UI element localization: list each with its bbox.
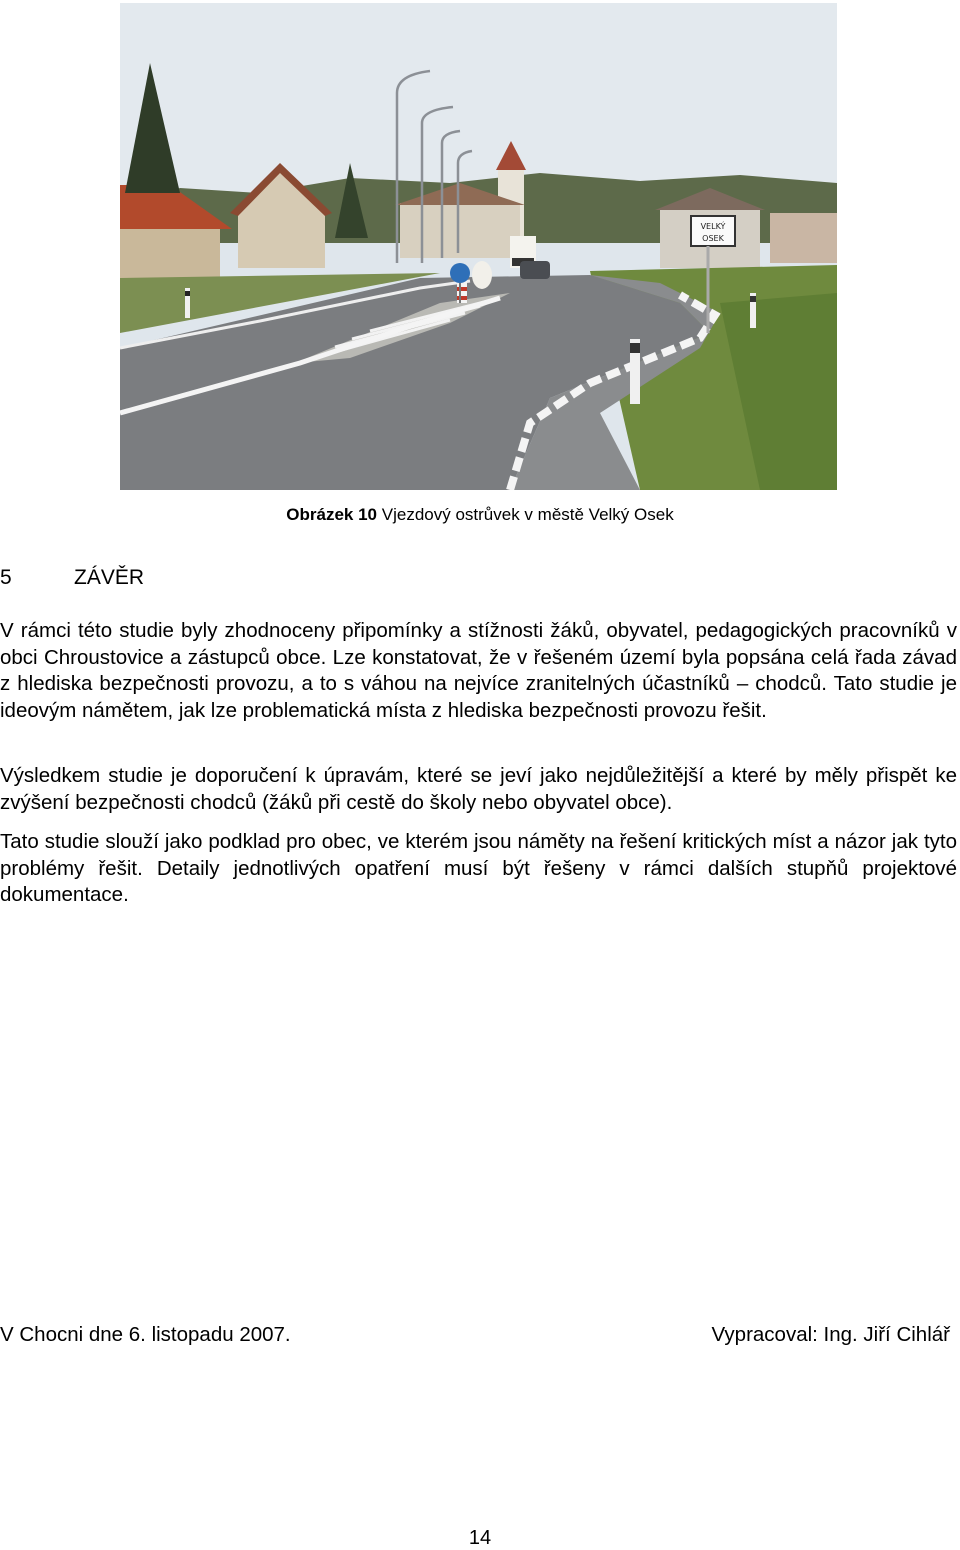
place-date: V Chocni dne 6. listopadu 2007.	[0, 1323, 291, 1346]
figure-caption	[0, 504, 960, 526]
paragraph-2: Výsledkem studie je doporučení k úpravám, které se jeví jako nejdůležitější a které by měly přispět ke zvýšení bezpečnosti chodců (žáků při cestě do školy nebo obyvatel obce).	[0, 764, 957, 814]
section-heading	[0, 566, 144, 590]
sign-line-1: VELKÝ	[700, 222, 726, 231]
paragraph-3: Tato studie slouží jako podklad pro obec, ve kterém jsou náměty na řešení kritických míst a názor jak tyto problémy řešit. Detaily jednotlivých opatření musí být řešeny v rámci dalších stupňů projektové dokumentace.	[0, 830, 957, 906]
signature-line	[0, 1322, 950, 1348]
caption-label: Obrázek 10	[286, 505, 378, 524]
section-title: ZÁVĚR	[74, 566, 145, 589]
page-number: 14	[468, 1527, 492, 1549]
section-number: 5	[0, 566, 12, 589]
paragraph-1: V rámci této studie byly zhodnoceny připomínky a stížnosti žáků, obyvatel, pedagogických pracovníků v obci Chroustovice a zástupců obce. Lze konstatovat, že v řešeném území byla popsána celá řada závad z hlediska bezpečnosti provozu, a to s váhou na nejvíce zranitelných účastníků – chodců. Tato studie je ideovým námětem, jak lze problematická místa z hlediska bezpečnosti provozu řešit.	[0, 619, 957, 722]
sign-line-2: OSEK	[702, 234, 724, 243]
caption-text: Vjezdový ostrůvek v městě Velký Osek	[377, 505, 674, 524]
author: Vypracoval: Ing. Jiří Cihlář	[711, 1323, 950, 1346]
road-island-photo	[120, 3, 837, 490]
